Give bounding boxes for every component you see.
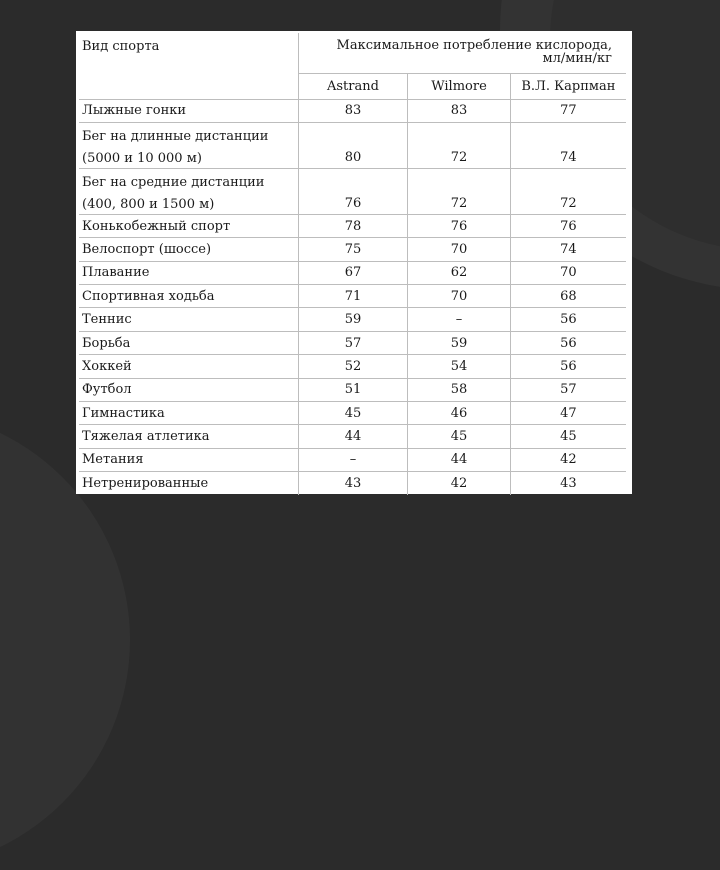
value-astrand: 57 — [298, 331, 408, 354]
table-row — [79, 122, 626, 168]
value-karpman: 56 — [510, 308, 626, 331]
value-wilmore: 58 — [408, 378, 510, 401]
sport-name-line1: Бег на средние дистанции — [82, 174, 265, 190]
value-astrand: 45 — [298, 402, 408, 425]
value-karpman: 56 — [510, 355, 626, 378]
value-wilmore: 45 — [408, 425, 510, 448]
header-sport: Вид спорта — [79, 33, 298, 99]
value-astrand: 67 — [298, 261, 408, 284]
table-row — [79, 261, 626, 284]
value-wilmore: 54 — [408, 355, 510, 378]
table-row — [79, 285, 626, 308]
sport-name — [79, 168, 298, 214]
header-source-karpman: В.Л. Карпман — [510, 73, 626, 99]
value-astrand: 83 — [298, 99, 408, 122]
value-wilmore: 70 — [408, 285, 510, 308]
table-row — [79, 308, 626, 331]
value-astrand: 71 — [298, 285, 408, 308]
sport-name: Хоккей — [79, 355, 298, 378]
sport-name: Спортивная ходьба — [79, 285, 298, 308]
value-wilmore: – — [408, 308, 510, 331]
vo2max-table — [79, 33, 626, 495]
value-karpman: 76 — [510, 214, 626, 237]
table-row — [79, 355, 626, 378]
value-astrand: 51 — [298, 378, 408, 401]
value-karpman: 74 — [510, 238, 626, 261]
value-karpman: 57 — [510, 378, 626, 401]
value-wilmore: 72 — [408, 168, 510, 214]
sport-name-line2: (400, 800 и 1500 м) — [82, 196, 215, 212]
header-source-astrand: Astrand — [298, 73, 408, 99]
sport-name: Теннис — [79, 308, 298, 331]
value-wilmore: 59 — [408, 331, 510, 354]
value-wilmore: 42 — [408, 472, 510, 495]
value-karpman: 43 — [510, 472, 626, 495]
sport-name: Метания — [79, 448, 298, 471]
table-row — [79, 99, 626, 122]
sport-name: Футбол — [79, 378, 298, 401]
value-karpman: 72 — [510, 168, 626, 214]
table-row — [79, 214, 626, 237]
sport-name: Гимнастика — [79, 402, 298, 425]
table-row — [79, 331, 626, 354]
sport-name-line2: (5000 и 10 000 м) — [82, 150, 202, 166]
value-astrand: 43 — [298, 472, 408, 495]
value-karpman: 56 — [510, 331, 626, 354]
header-row — [79, 33, 626, 73]
value-wilmore: 83 — [408, 99, 510, 122]
sport-name: Конькобежный спорт — [79, 214, 298, 237]
value-astrand: 80 — [298, 122, 408, 168]
sport-name: Плавание — [79, 261, 298, 284]
value-astrand: 75 — [298, 238, 408, 261]
value-karpman: 45 — [510, 425, 626, 448]
sport-name: Нетренированные — [82, 476, 209, 492]
value-wilmore: 44 — [408, 448, 510, 471]
sport-name: Велоспорт (шоссе) — [79, 238, 298, 261]
value-wilmore: 76 — [408, 214, 510, 237]
value-wilmore: 46 — [408, 402, 510, 425]
value-karpman: 42 — [510, 448, 626, 471]
value-karpman: 47 — [510, 402, 626, 425]
sport-name — [79, 122, 298, 168]
table-row — [79, 425, 626, 448]
value-wilmore: 62 — [408, 261, 510, 284]
value-astrand: 44 — [298, 425, 408, 448]
value-astrand: 78 — [298, 214, 408, 237]
value-astrand: 52 — [298, 355, 408, 378]
header-measure-line2: мл/мин/кг — [542, 51, 612, 66]
table-row — [79, 402, 626, 425]
sport-name: Лыжные гонки — [79, 99, 298, 122]
value-karpman: 77 — [510, 99, 626, 122]
value-wilmore: 72 — [408, 122, 510, 168]
value-karpman: 70 — [510, 261, 626, 284]
value-astrand: 76 — [298, 168, 408, 214]
value-wilmore: 70 — [408, 238, 510, 261]
sport-name: Тяжелая атлетика — [79, 425, 298, 448]
table-row — [79, 472, 626, 495]
slide-content — [76, 31, 632, 494]
value-astrand: 59 — [298, 308, 408, 331]
value-astrand: – — [298, 448, 408, 471]
table-row — [79, 238, 626, 261]
value-karpman: 68 — [510, 285, 626, 308]
table-row — [79, 448, 626, 471]
header-source-wilmore: Wilmore — [408, 73, 510, 99]
table-row — [79, 168, 626, 214]
sport-name: Борьба — [79, 331, 298, 354]
value-karpman: 74 — [510, 122, 626, 168]
header-measure-line1: Максимальное потребление кислорода, — [336, 38, 612, 53]
table-row — [79, 378, 626, 401]
header-measure — [298, 33, 626, 73]
sport-name-line1: Бег на длинные дистанции — [82, 128, 269, 144]
